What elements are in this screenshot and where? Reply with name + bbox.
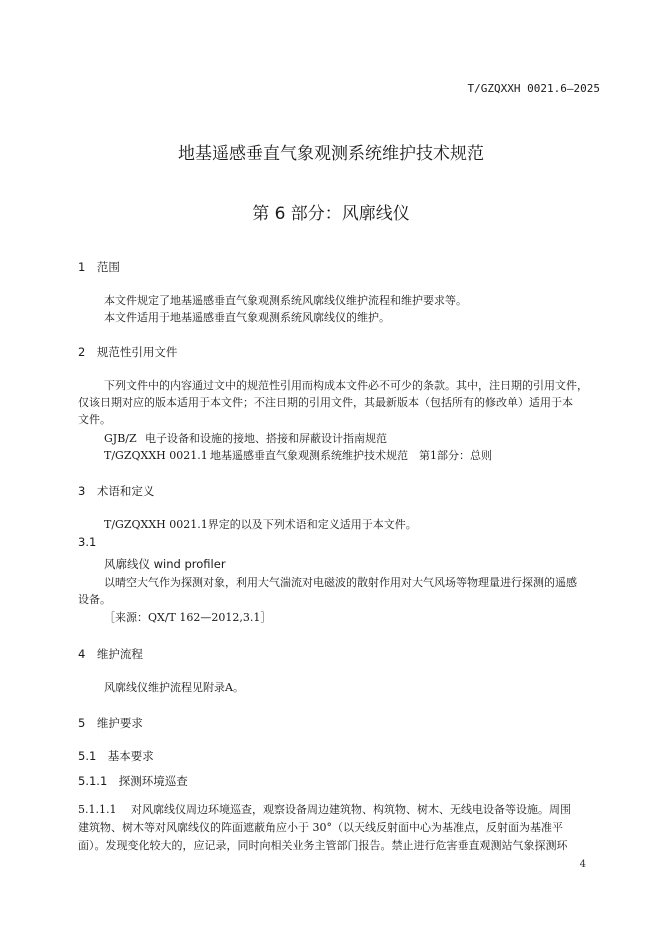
clause-line-1: 对风廓线仪周边环境巡查，观察设备周边建筑物、构筑物、树木、无线电设备等设施。周围 [131, 803, 571, 816]
reference-2-title: 地基遥感垂直气象观测系统维护技术规范 第1部分：总则 [210, 449, 492, 462]
term-source: ［来源：QX/T 162—2012,3.1］ [104, 611, 272, 624]
term-definition-line-1: 以晴空大气作为探测对象，利用大气湍流对电磁波的散射作用对大气风场等物理量进行探测的遥感 [104, 576, 577, 589]
term-name: 风廓线仪 wind profiler [104, 557, 226, 571]
reference-1-code: GJB/Z [104, 432, 137, 445]
subsection-5-1-heading: 5.1 基本要求 [78, 749, 154, 763]
document-part-title: 第 6 部分：风廓线仪 [252, 204, 410, 224]
section-3-heading: 3 术语和定义 [78, 484, 155, 498]
section-4-heading: 4 维护流程 [78, 647, 143, 661]
clause-line-2: 建筑物、树木等对风廓线仪的阵面遮蔽角应小于 30°（以天线反射面中心为基准点，反射面为基准平 [78, 821, 563, 834]
section-5-heading: 5 维护要求 [78, 716, 143, 730]
section-2-heading: 2 规范性引用文件 [78, 345, 178, 359]
term-number: 3.1 [78, 535, 97, 549]
clause-number: 5.1.1.1 [78, 803, 117, 816]
reference-1-title: 电子设备和设施的接地、搭接和屏蔽设计指南规范 [145, 432, 387, 445]
section-4-para-1: 风廓线仪维护流程见附录A。 [104, 681, 244, 694]
section-1-para-1: 本文件规定了地基遥感垂直气象观测系统风廓线仪维护流程和维护要求等。 [104, 294, 467, 307]
section-1-heading: 1 范围 [78, 260, 120, 274]
section-3-intro: T/GZQXXH 0021.1界定的以及下列术语和定义适用于本文件。 [104, 518, 417, 531]
section-2-intro-line-3: 文件。 [78, 413, 111, 426]
clause-line-3: 面）。发现变化较大的，应记录，同时向相关业务主管部门报告。禁止进行危害垂直观测站气象探测环 [78, 839, 568, 852]
reference-2-code: T/GZQXXH 0021.1 [104, 449, 208, 462]
section-2-intro-line-2: 仅该日期对应的版本适用于本文件；不注日期的引用文件，其最新版本（包括所有的修改单）适用于本 [78, 396, 573, 409]
document-title: 地基遥感垂直气象观测系统维护技术规范 [178, 144, 484, 164]
section-1-para-2: 本文件适用于地基遥感垂直气象观测系统风廓线仪的维护。 [104, 311, 390, 324]
page-number: 4 [579, 859, 586, 870]
term-definition-line-2: 设备。 [78, 593, 111, 606]
section-2-intro-line-1: 下列文件中的内容通过文中的规范性引用而构成本文件必不可少的条款。其中，注日期的引用文件， [104, 379, 588, 392]
subsection-5-1-1-heading: 5.1.1 探测环境巡查 [78, 774, 188, 788]
document-id: T/GZQXXH 0021.6—2025 [467, 82, 600, 95]
